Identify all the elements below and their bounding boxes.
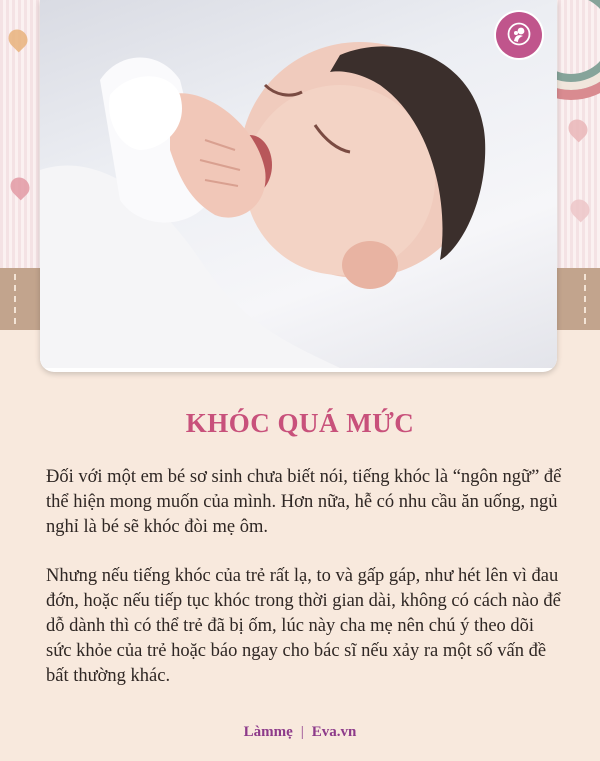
paragraph-intro: Đối với một em bé sơ sinh chưa biết nói, tiếng khóc là “ngôn ngữ” để thể hiện mong muốn của mình. Hơn nữa, hễ có nhu cầu ăn uống, ngủ nghỉ là bé sẽ khóc đòi mẹ ôm. xyxy=(46,467,562,537)
stitch-decoration xyxy=(14,274,16,324)
footer-brand-eva: Eva.vn xyxy=(311,724,357,740)
stitch-decoration xyxy=(584,274,586,324)
mom-baby-logo-icon xyxy=(496,12,542,58)
section-title: KHÓC QUÁ MỨC xyxy=(185,408,415,438)
paragraph-warning: Nhưng nếu tiếng khóc của trẻ rất lạ, to và gấp gáp, như hét lên vì đau đớn, hoặc nếu tiếp tục khóc trong thời gian dài, không có cách nào để dỗ dành thì có thể trẻ đã bị ốm, lúc này cha mẹ nên chú ý theo dõi sức khỏe của trẻ hoặc báo ngay cho bác sĩ nếu xảy ra một số vấn đề bất thường khác. xyxy=(46,566,561,686)
mother-child-icon xyxy=(507,21,531,47)
footer-separator: | xyxy=(300,724,304,740)
baby-photo xyxy=(40,0,557,368)
crying-baby-illustration xyxy=(40,0,557,368)
footer-brand-lamme: Làmmẹ xyxy=(243,724,293,740)
photo-card xyxy=(40,0,557,372)
footer-credit xyxy=(0,724,600,741)
